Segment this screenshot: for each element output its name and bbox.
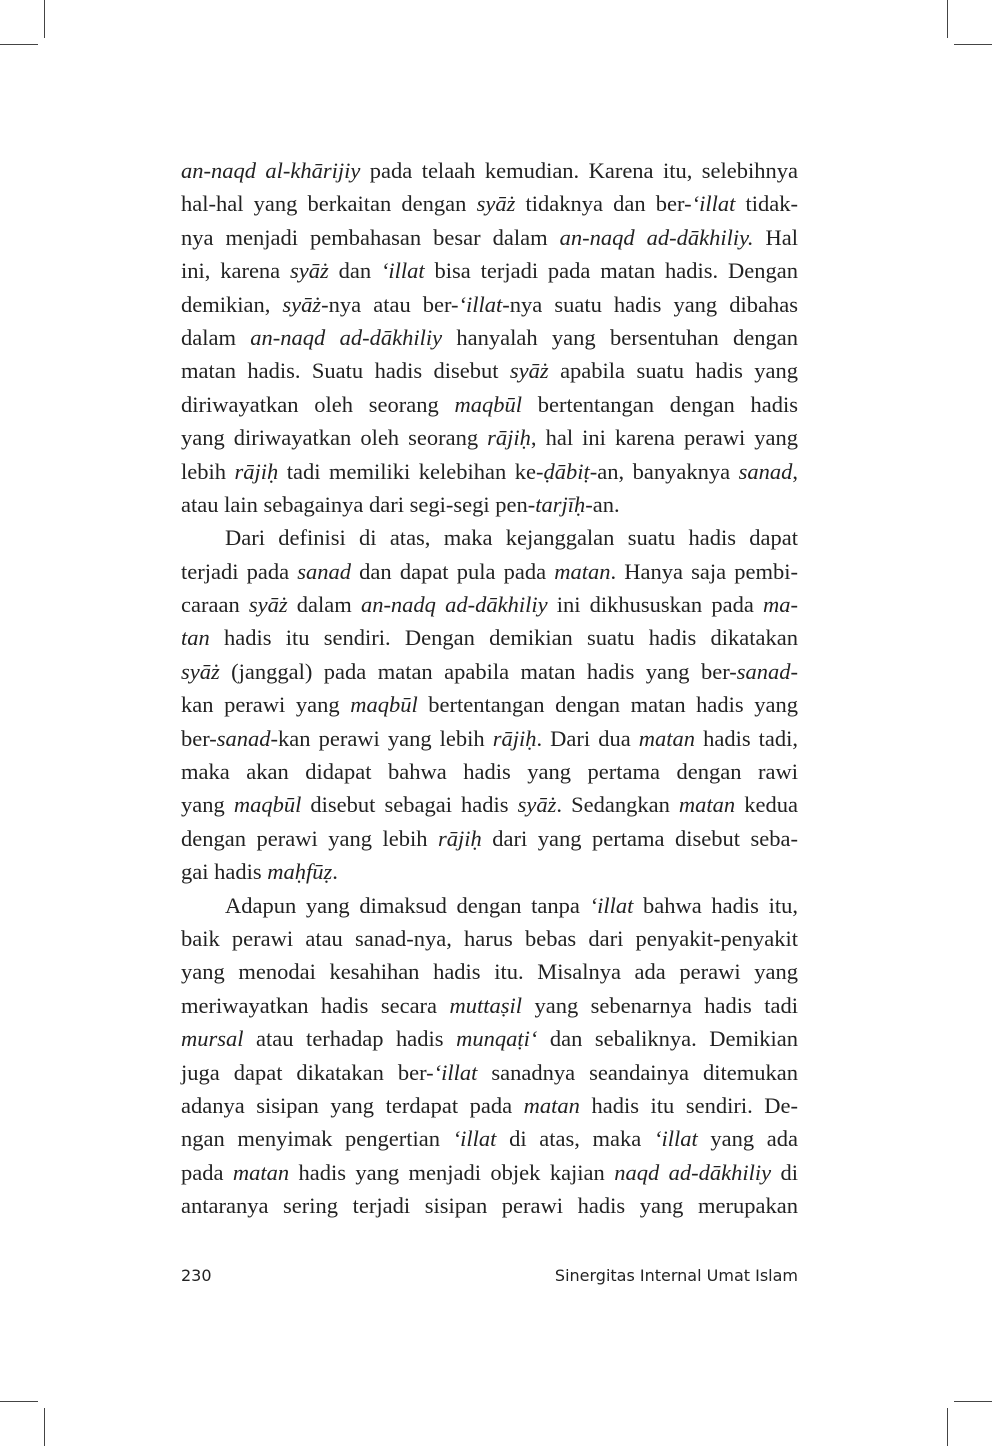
text-run: sanadnya seandainya ditemukan <box>477 1059 798 1085</box>
text-line <box>181 722 798 755</box>
italic-term: naqd ad-dākhiliy <box>614 1159 772 1185</box>
italic-term: maqbūl <box>350 692 418 718</box>
text-line <box>181 922 798 955</box>
paragraph <box>181 154 798 521</box>
text-line <box>181 822 798 855</box>
text-run: matan hadis. Suatu hadis disebut <box>181 358 510 384</box>
italic-term: syāż <box>181 658 220 684</box>
text-line <box>181 588 798 621</box>
text-run: ngan menyimak pengertian <box>181 1126 453 1152</box>
text-run: -nya atau ber- <box>321 291 459 317</box>
italic-term: sanad <box>216 725 271 751</box>
text-run: hadis itu sendiri. Dengan demikian suatu hadis dikatakan <box>209 625 798 651</box>
italic-term: ‘illat <box>691 191 736 217</box>
text-run: tidak- <box>735 191 798 217</box>
paragraph <box>181 521 798 888</box>
text-run: tidaknya dan ber- <box>515 191 692 217</box>
text-run: bisa terjadi pada matan hadis. Dengan <box>424 258 798 284</box>
text-run: di atas, maka <box>496 1126 654 1152</box>
page-number: 230 <box>181 1266 212 1285</box>
text-line <box>181 455 798 488</box>
italic-term: ‘illat <box>433 1059 478 1085</box>
text-run: ini dikhususkan pada <box>547 592 763 618</box>
text-run: atau terhadap hadis <box>243 1026 457 1052</box>
text-run: dari yang pertama disebut seba- <box>481 825 799 851</box>
italic-term: matan <box>523 1092 580 1118</box>
text-run: , hal ini karena perawi yang <box>530 425 798 451</box>
text-line <box>181 321 798 354</box>
italic-term: ‘illat <box>458 291 503 317</box>
text-run: juga dapat dikatakan ber- <box>181 1059 434 1085</box>
text-line <box>181 621 798 654</box>
text-run: Adapun yang dimaksud dengan tanpa <box>225 892 590 918</box>
italic-term: sanad <box>297 558 352 584</box>
text-run: . <box>332 859 338 885</box>
text-line <box>181 1156 798 1189</box>
text-run: lebih <box>181 458 235 484</box>
text-run: . Sedangkan <box>556 792 679 818</box>
text-run: kan perawi yang <box>181 692 351 718</box>
text-run: dengan perawi yang lebih <box>181 825 438 851</box>
italic-term: syāż <box>290 258 329 284</box>
text-run: (janggal) pada matan apabila matan hadis yang ber- <box>219 658 737 684</box>
crop-mark <box>947 1408 948 1446</box>
italic-term: rājiḥ <box>492 725 537 751</box>
text-run: yang diriwayatkan oleh seorang <box>181 425 488 451</box>
italic-term: munqaṭi‘ <box>456 1026 538 1052</box>
text-run: yang ada <box>697 1126 798 1152</box>
text-line <box>181 488 798 521</box>
italic-term: maḥfūẓ <box>267 859 333 885</box>
italic-term: rājiḥ <box>438 825 482 851</box>
text-run: hal-hal yang berkaitan dengan <box>181 191 477 217</box>
italic-term: rājiḥ <box>487 425 531 451</box>
crop-mark <box>0 1401 38 1402</box>
text-line <box>181 421 798 454</box>
italic-term: maqbūl <box>454 391 522 417</box>
text-run: -nya suatu hadis yang dibahas <box>502 291 798 317</box>
text-run: dan sebaliknya. Demikian <box>537 1026 799 1052</box>
text-run: caraan <box>181 592 249 618</box>
italic-term: syāż <box>476 191 516 217</box>
text-run: - <box>790 658 798 684</box>
crop-mark <box>44 0 45 38</box>
text-line <box>181 187 798 220</box>
text-run: , <box>792 458 798 484</box>
text-line <box>181 354 798 387</box>
text-run: yang <box>181 792 234 818</box>
text-line <box>181 1022 798 1055</box>
text-line <box>181 288 798 321</box>
text-line <box>181 1056 798 1089</box>
text-run: gai hadis <box>181 859 268 885</box>
italic-term: an-nadq ad-dākhiliy <box>360 592 548 618</box>
text-line <box>181 221 798 254</box>
italic-term: sanad <box>736 658 791 684</box>
italic-term: an-naqd al-khārijiy <box>181 158 361 183</box>
italic-term: syāż <box>248 592 288 618</box>
text-run: dalam <box>287 592 361 618</box>
text-run: ini, karena <box>181 258 291 284</box>
italic-term: an-naqd ad-dākhiliy <box>250 324 443 350</box>
text-run: apabila suatu hadis yang <box>548 358 798 384</box>
text-line <box>181 855 798 888</box>
text-run: hadis tadi, <box>695 725 798 751</box>
text-line <box>181 688 798 721</box>
italic-term: ‘illat <box>589 892 634 918</box>
text-run: hadis itu sendiri. De- <box>579 1092 798 1118</box>
text-run: dan <box>328 258 381 284</box>
text-line <box>181 555 798 588</box>
text-run: -an. <box>585 491 620 517</box>
text-run: adanya sisipan yang terdapat pada <box>181 1092 524 1118</box>
text-run: diriwayatkan oleh seorang <box>181 391 455 417</box>
text-run: pada telaah kemudian. Karena itu, selebihnya <box>360 158 798 183</box>
text-run: demikian, <box>181 291 283 317</box>
italic-term: matan <box>232 1159 290 1185</box>
paragraph <box>181 889 798 1223</box>
text-run: disebut sebagai hadis <box>301 792 518 818</box>
crop-mark <box>0 44 38 45</box>
text-run: bertentangan dengan matan hadis yang <box>417 692 798 718</box>
italic-term: ma- <box>762 592 798 618</box>
italic-term: matan <box>678 792 736 818</box>
page-footer <box>181 1266 798 1292</box>
italic-term: sanad <box>738 458 793 484</box>
italic-term: maqbūl <box>233 792 302 818</box>
italic-term: matan <box>638 725 696 751</box>
italic-term: an-naqd ad-dākhiliy. <box>559 224 754 250</box>
text-line <box>181 154 798 187</box>
text-run: meriwayatkan hadis secara <box>181 992 450 1018</box>
crop-mark <box>954 44 992 45</box>
text-run: ber- <box>181 725 217 751</box>
text-run: yang menodai kesahihan hadis itu. Misalnya ada perawi yang <box>181 959 798 985</box>
text-run: hanyalah yang bersentuhan dengan <box>442 324 798 350</box>
text-run: -kan perawi yang lebih <box>270 725 493 751</box>
text-run: tadi memiliki kelebihan ke- <box>278 458 544 484</box>
text-run: hadis yang menjadi objek kajian <box>289 1159 615 1185</box>
italic-term: mursal <box>181 1026 244 1052</box>
text-run: maka akan didapat bahwa hadis yang pertama dengan rawi <box>181 759 798 785</box>
text-line <box>181 889 798 922</box>
text-run: . Dari dua <box>536 725 639 751</box>
italic-term: ‘illat <box>452 1126 497 1152</box>
italic-term: tarjīḥ <box>535 491 586 517</box>
text-line <box>181 989 798 1022</box>
text-run: bertentangan dengan hadis <box>522 391 798 417</box>
crop-mark <box>947 0 948 38</box>
text-run: di <box>771 1159 798 1185</box>
italic-term: ‘illat <box>653 1126 698 1152</box>
text-run: dan dapat pula pada <box>351 558 555 584</box>
body-text <box>181 154 798 1223</box>
text-line <box>181 955 798 988</box>
text-run: Dari definisi di atas, maka kejanggalan suatu hadis dapat <box>225 525 798 551</box>
crop-mark <box>44 1408 45 1446</box>
italic-term: syāż <box>509 358 549 384</box>
italic-term: matan <box>554 558 611 584</box>
text-run: -an, banyaknya <box>589 458 739 484</box>
text-line <box>181 655 798 688</box>
italic-term: rājiḥ <box>234 458 279 484</box>
text-run: terjadi pada <box>181 558 298 584</box>
italic-term: syāż <box>517 792 557 818</box>
text-line <box>181 388 798 421</box>
text-line <box>181 1189 798 1222</box>
text-line <box>181 1122 798 1155</box>
italic-term: syāż <box>282 291 322 317</box>
text-line <box>181 788 798 821</box>
text-run: baik perawi atau sanad-nya, harus bebas dari penyakit-penyakit <box>181 925 798 951</box>
text-run: dalam <box>181 324 251 350</box>
text-run: yang sebenarnya hadis tadi <box>522 992 798 1018</box>
text-line <box>181 521 798 554</box>
text-run: antaranya sering terjadi sisipan perawi hadis yang merupakan <box>181 1193 798 1219</box>
text-run: atau lain sebagainya dari segi-segi pen- <box>181 491 536 517</box>
text-run: nya menjadi pembahasan besar dalam <box>181 224 560 250</box>
text-run: . Hanya saja pembi- <box>610 558 799 584</box>
text-line <box>181 254 798 287</box>
text-line <box>181 755 798 788</box>
running-title: Sinergitas Internal Umat Islam <box>554 1266 798 1285</box>
text-run: bahwa hadis itu, <box>633 892 798 918</box>
italic-term: muttaṣil <box>449 992 523 1018</box>
italic-term: ḍābiṭ <box>543 458 590 484</box>
italic-term: ‘illat <box>380 258 425 284</box>
text-run: pada <box>181 1159 233 1185</box>
crop-mark <box>954 1401 992 1402</box>
italic-term: tan <box>181 625 210 651</box>
text-run: kedua <box>735 792 798 818</box>
text-run: Hal <box>753 224 798 250</box>
text-line <box>181 1089 798 1122</box>
